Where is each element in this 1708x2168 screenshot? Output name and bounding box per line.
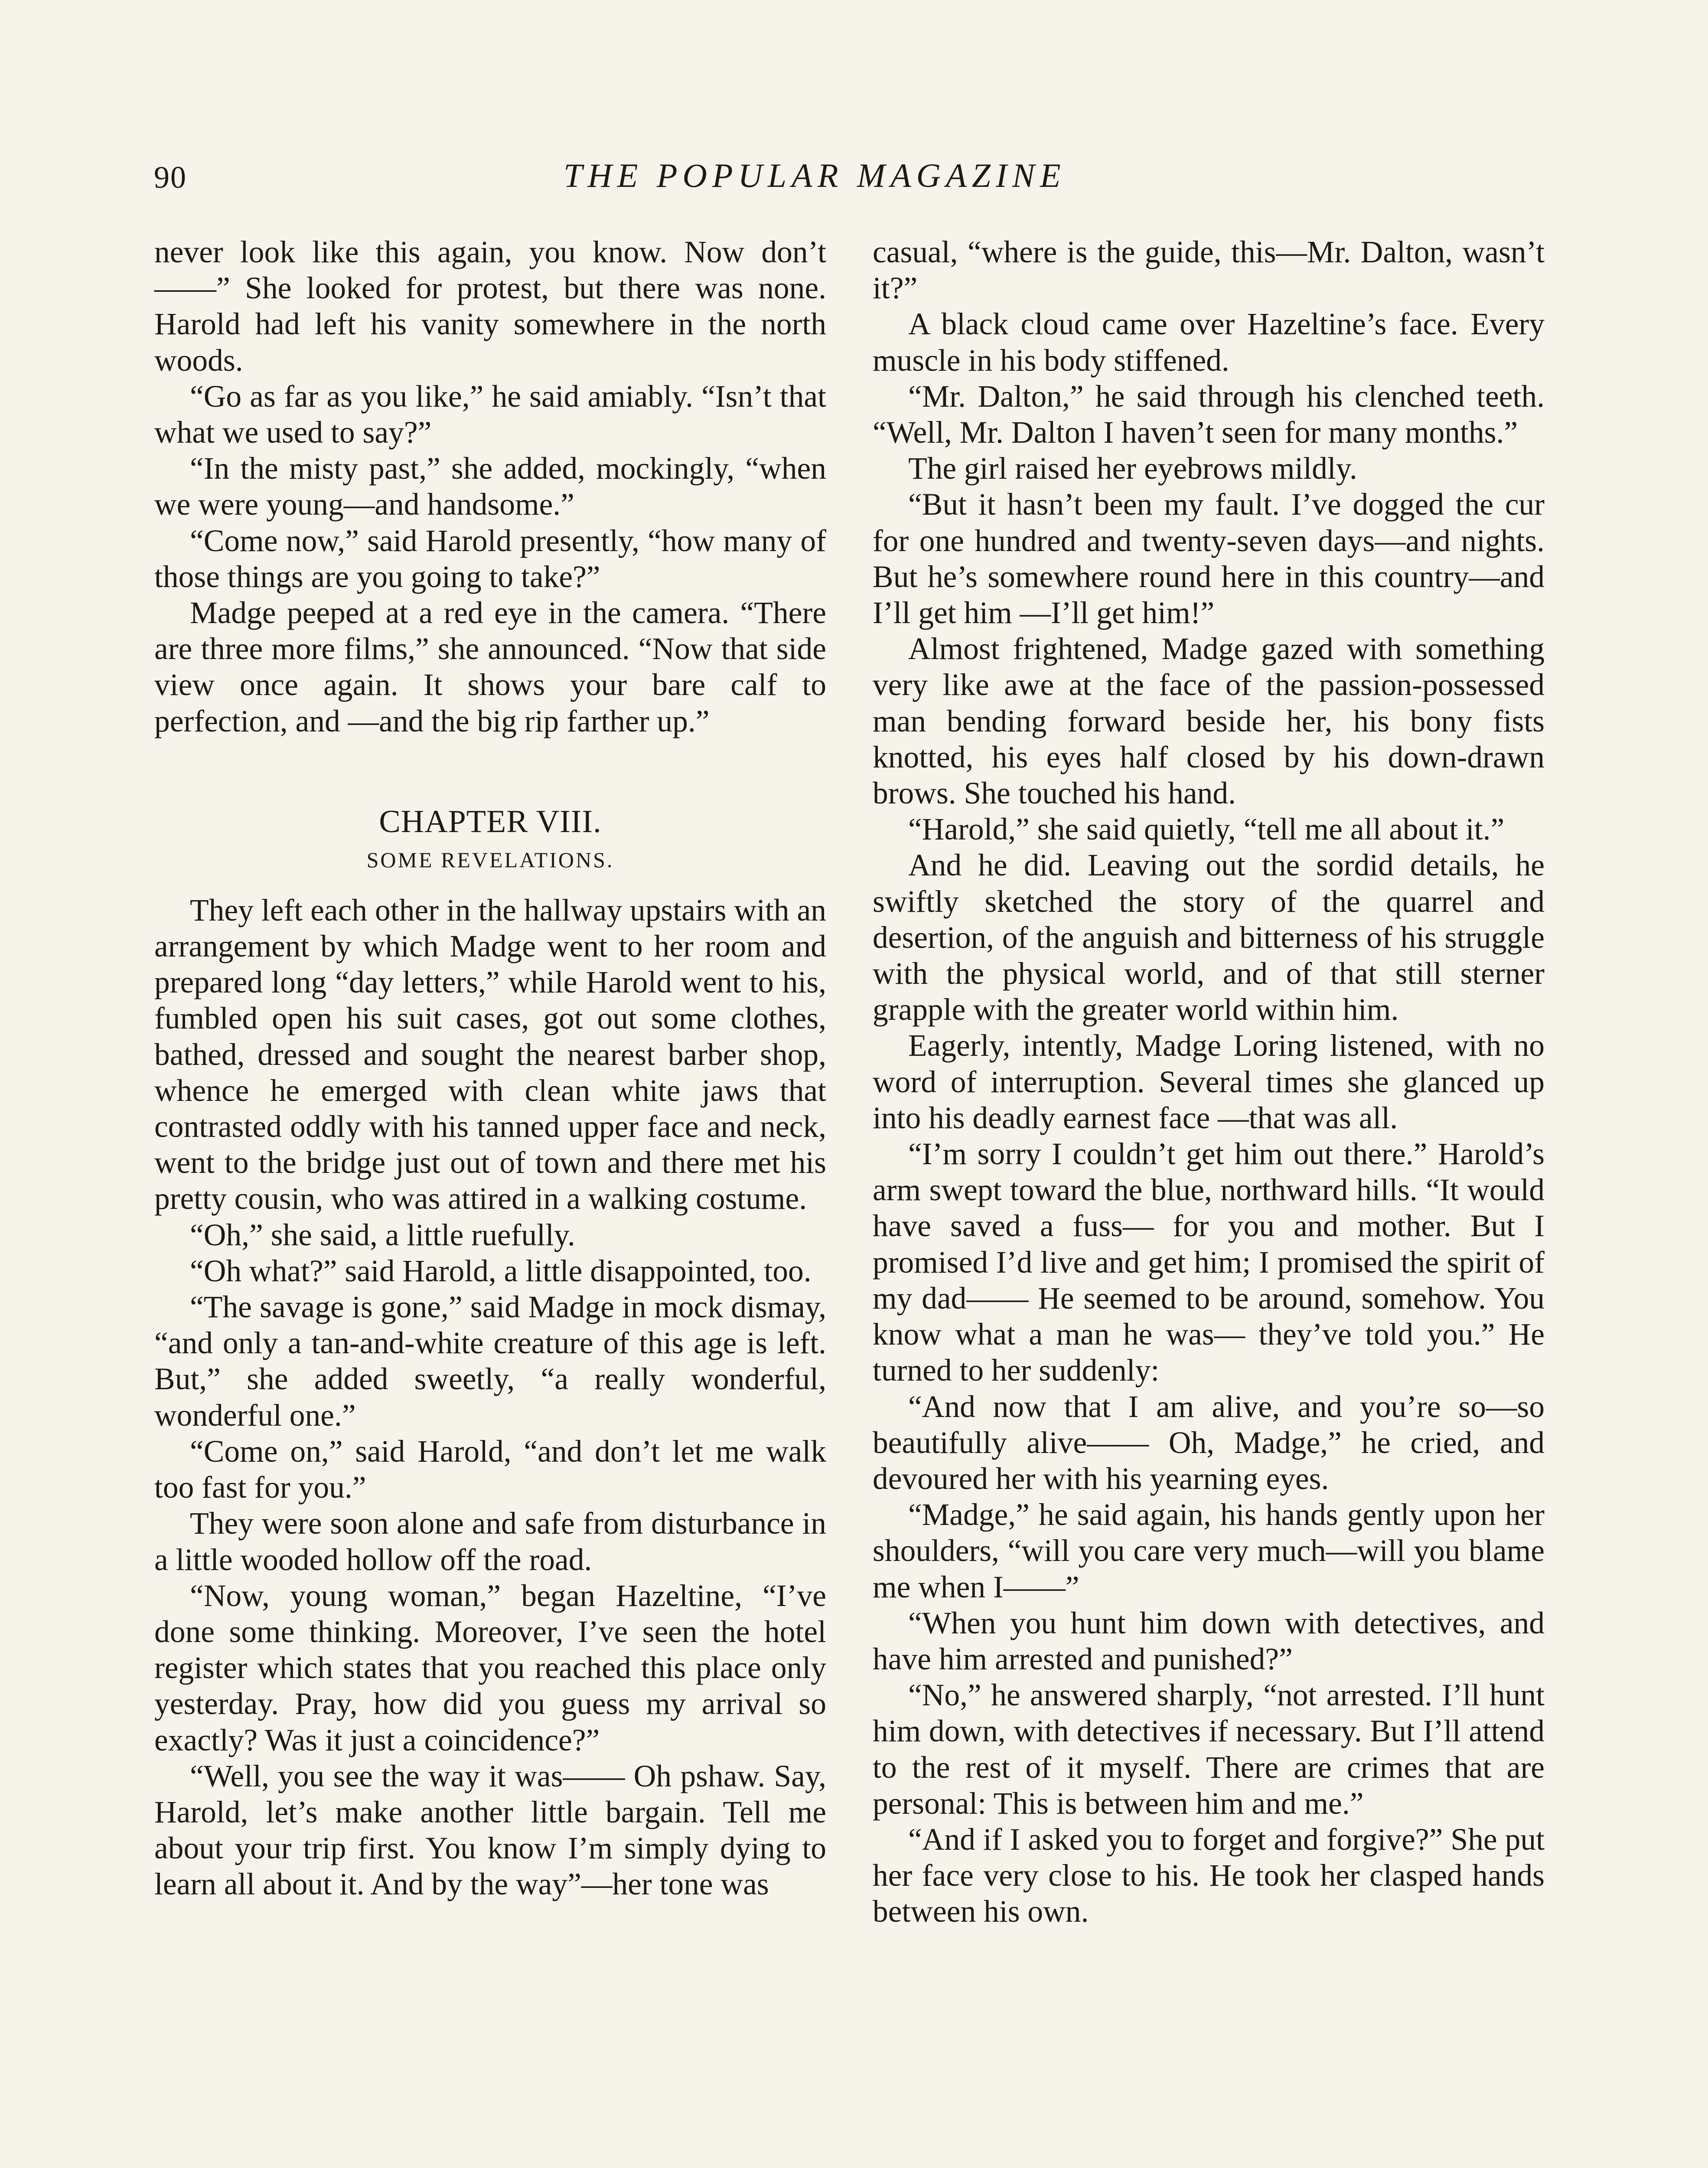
paragraph: “Oh,” she said, a little ruefully. — [190, 1218, 575, 1252]
paragraph: “The savage is gone,” said Madge in mock dismay, “and only a tan-and-white creature of this age is left. But,” she added sweetly, “a really wonderful, wonderful one.” — [154, 1290, 826, 1433]
chapter-subtitle: SOME REVELATIONS. — [366, 847, 614, 872]
paragraph: “I’m sorry I couldn’t get him out there.” Harold’s arm swept toward the blue, northward hills. “It would have saved a fuss— for you and mother. But I promised I’d live and get him; I promised the spirit of my dad—— He seemed to be around, somehow. You know what a man he was— they’ve told you.” He turned to her suddenly: — [873, 1137, 1545, 1388]
page-number: 90 — [154, 160, 187, 195]
paragraph: And he did. Leaving out the sordid details, he swiftly sketched the story of the quarrel and desertion, of the anguish and bitterness of his struggle with the physical world, and of that still sterner grapple with the greater world within him. — [873, 848, 1545, 1027]
paragraph: “Madge,” he said again, his hands gently upon her shoulders, “will you care very much—will you blame me when I——” — [873, 1498, 1545, 1604]
paragraph: Eagerly, intently, Madge Loring listened, with no word of interruption. Several times she glanced up into his deadly earnest face —that was all. — [873, 1028, 1545, 1135]
paragraph: Almost frightened, Madge gazed with something very like awe at the face of the passion-possessed man bending forward beside her, his bony fists knotted, his eyes half closed by his down-drawn brows. She touched his hand. — [873, 632, 1545, 811]
paragraph: “And if I asked you to forget and forgive?” She put her face very close to his. He took her clasped hands between his own. — [873, 1822, 1545, 1929]
paragraph: “When you hunt him down with detectives, and have him arrested and punished?” — [873, 1606, 1545, 1676]
paragraph: They were soon alone and safe from disturbance in a little wooded hollow off the road. — [154, 1506, 826, 1577]
paragraph: “And now that I am alive, and you’re so—so beautifully alive—— Oh, Madge,” he cried, and devoured her with his yearning eyes. — [873, 1389, 1545, 1496]
paragraph: “Go as far as you like,” he said amiably. “Isn’t that what we used to say?” — [154, 379, 826, 450]
chapter-title: CHAPTER VIII. — [379, 803, 602, 839]
paragraph: never look like this again, you know. Now don’t——” She looked for protest, but there was none. Harold had left his vanity somewhere in the north woods. — [154, 235, 826, 378]
paragraph: casual, “where is the guide, this—Mr. Dalton, wasn’t it?” — [873, 235, 1545, 306]
paragraph: “Come on,” said Harold, “and don’t let me walk too fast for you.” — [154, 1434, 826, 1505]
paragraph: “No,” he answered sharply, “not arrested. I’ll hunt him down, with detectives if necessary. But I’ll attend to the rest of it myself. There are crimes that are personal: This is between him and me.” — [873, 1678, 1545, 1821]
paragraph: “Now, young woman,” began Hazeltine, “I’ve done some thinking. Moreover, I’ve seen the hotel register which states that you reached this place only yesterday. Pray, how did you guess my arrival so exactly? Was it just a coincidence?” — [154, 1578, 826, 1757]
running-head: THE POPULAR MAGAZINE — [564, 157, 1066, 194]
left-column — [154, 234, 826, 1903]
paragraph: “Oh what?” said Harold, a little disappointed, too. — [190, 1254, 812, 1288]
paragraph: A black cloud came over Hazeltine’s face. Every muscle in his body stiffened. — [873, 307, 1545, 378]
paragraph: “In the misty past,” she added, mockingly, “when we were young—and handsome.” — [154, 451, 826, 522]
paragraph: Madge peeped at a red eye in the camera. “There are three more films,” she announced. “Now that side view once again. It shows your bare calf to perfection, and —and the big rip farther up.” — [154, 596, 826, 738]
paragraph: “Mr. Dalton,” he said through his clenched teeth. “Well, Mr. Dalton I haven’t seen for many months.” — [873, 379, 1545, 450]
paragraph: “Harold,” she said quietly, “tell me all about it.” — [908, 812, 1505, 847]
paragraph: “Well, you see the way it was—— Oh pshaw. Say, Harold, let’s make another little bargain. Tell me about your trip first. You know I’m simply dying to learn all about it. And by the way”—her tone was — [154, 1759, 826, 1902]
paragraph: “But it hasn’t been my fault. I’ve dogged the cur for one hundred and twenty-seven days—and nights. But he’s somewhere round here in this country—and I’ll get him —I’ll get him!” — [873, 487, 1545, 630]
right-column — [873, 234, 1545, 1930]
paragraph: “Come now,” said Harold presently, “how many of those things are you going to take?” — [154, 523, 826, 594]
paragraph: They left each other in the hallway upstairs with an arrangement by which Madge went to her room and prepared long “day letters,” while Harold went to his, fumbled open his suit cases, got out some clothes, bathed, dressed and sought the nearest barber shop, whence he emerged with clean white jaws that contrasted oddly with his tanned upper face and neck, went to the bridge just out of town and there met his pretty cousin, who was attired in a walking costume. — [154, 893, 826, 1216]
paragraph: The girl raised her eyebrows mildly. — [908, 451, 1357, 486]
